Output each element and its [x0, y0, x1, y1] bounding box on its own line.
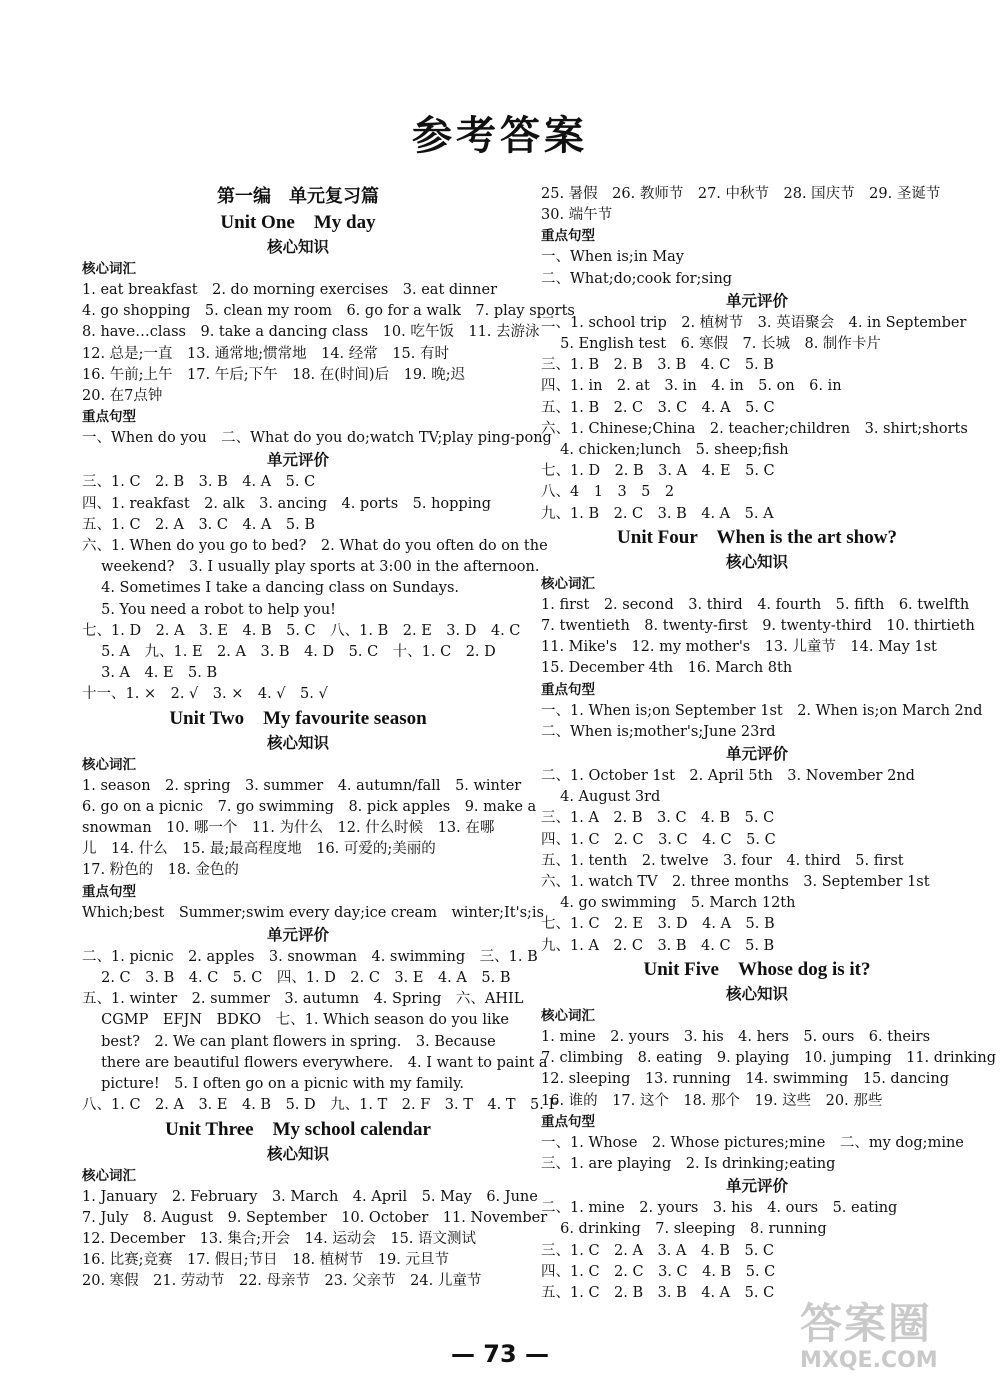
answer-line: CGMP EFJN BDKO 七、1. Which season do you like — [82, 1012, 509, 1029]
answer-line: 1. season 2. spring 3. summer 4. autumn/fall 5. winter — [82, 777, 522, 794]
answer-line: 1. first 2. second 3. third 4. fourth 5. fifth 6. twelfth — [541, 596, 970, 613]
answer-line: 7. twentieth 8. twenty-first 9. twenty-third 10. thirtieth — [541, 618, 975, 635]
answer-line: 30. 端午节 — [541, 207, 613, 224]
answer-line: there are beautiful flowers everywhere. 4. I want to paint a — [82, 1054, 548, 1071]
answer-line: 7. July 8. August 9. September 10. October 11. November — [82, 1209, 548, 1226]
answer-line: 四、1. reakfast 2. alk 3. ancing 4. ports 5. hopping — [82, 495, 491, 512]
answer-line: 4. go swimming 5. March 12th — [541, 895, 796, 912]
answer-line: picture! 5. I often go on a picnic with my family. — [82, 1076, 464, 1093]
answer-line: 五、1. C 2. A 3. C 4. A 5. B — [82, 516, 316, 533]
category-label: 重点句型 — [541, 1113, 595, 1130]
answer-line: 1. January 2. February 3. March 4. April 5. May 6. June — [82, 1188, 538, 1205]
answer-line: 九、1. A 2. C 3. B 4. C 5. B — [541, 937, 775, 954]
answer-line: 四、1. in 2. at 3. in 4. in 5. on 6. in — [541, 378, 842, 395]
answer-line: 16. 午前;上午 17. 午后;下午 18. 在(时间)后 19. 晚;迟 — [82, 366, 466, 383]
answer-line: 16. 比赛;竞赛 17. 假日;节日 18. 植树节 19. 元旦节 — [82, 1252, 449, 1269]
answer-line: 三、1. C 2. A 3. A 4. B 5. C — [541, 1242, 775, 1259]
answer-line: 12. December 13. 集合;开会 14. 运动会 15. 语文测试 — [82, 1230, 477, 1247]
unit-heading: Unit One My day — [220, 212, 376, 233]
answer-line: 六、1. Chinese;China 2. teacher;children 3. shirt;shorts — [541, 420, 968, 437]
answer-line: 8. have…class 9. take a dancing class 10. 吃午饭 11. 去游泳 — [82, 324, 540, 341]
answer-line: 6. go on a picnic 7. go swimming 8. pick apples 9. make a — [82, 798, 537, 815]
unit-heading: Unit Two My favourite season — [169, 707, 427, 729]
answer-line: 4. go shopping 5. clean my room 6. go for a walk 7. play sports — [82, 303, 575, 320]
answer-line: 一、When is;in May — [541, 249, 685, 266]
answer-line: 5. A 九、1. E 2. A 3. B 4. D 5. C 十、1. C 2. D — [82, 644, 496, 661]
category-label: 重点句型 — [82, 883, 136, 900]
subsection-heading: 核心知识 — [266, 733, 329, 752]
answer-line: 二、When is;mother's;June 23rd — [541, 723, 776, 740]
unit-heading: Unit Three My school calendar — [165, 1118, 431, 1140]
answer-line: 7. climbing 8. eating 9. playing 10. jumping 11. drinking — [541, 1050, 997, 1067]
answer-line: 20. 在7点钟 — [82, 388, 163, 405]
answer-line: 1. mine 2. yours 3. his 4. hers 5. ours 6. theirs — [541, 1028, 931, 1045]
category-label: 核心词汇 — [82, 756, 136, 773]
answer-line: 四、1. C 2. C 3. C 4. B 5. C — [541, 1263, 776, 1280]
answer-line: 11. Mike's 12. my mother's 13. 儿童节 14. May 1st — [541, 639, 937, 656]
answer-line: 三、1. B 2. B 3. B 4. C 5. B — [541, 357, 774, 374]
answer-line: weekend? 3. I usually play sports at 3:00 in the afternoon. — [82, 559, 540, 576]
subsection-heading: 核心知识 — [266, 238, 329, 256]
answer-line: 三、1. A 2. B 3. C 4. B 5. C — [541, 810, 775, 827]
answer-line: 17. 粉色的 18. 金色的 — [82, 862, 239, 879]
answer-line: 三、1. are playing 2. Is drinking;eating — [541, 1155, 836, 1172]
subsection-heading: 单元评价 — [725, 1177, 788, 1196]
answer-line: 16. 谁的 17. 这个 18. 那个 19. 这些 20. 那些 — [541, 1092, 883, 1109]
answer-line: 二、What;do;cook for;sing — [541, 270, 733, 287]
answer-line: 四、1. C 2. C 3. C 4. C 5. C — [541, 831, 776, 848]
category-label: 重点句型 — [82, 409, 136, 426]
answer-line: 二、1. school trip 2. 植树节 3. 英语聚会 4. in September — [541, 314, 967, 331]
answer-line: 九、1. B 2. C 3. B 4. A 5. A — [541, 505, 774, 522]
page-number: — 73 — — [450, 1340, 550, 1368]
answer-line: 4. chicken;lunch 5. sheep;fish — [541, 442, 789, 459]
answer-line: 六、1. watch TV 2. three months 3. September 1st — [541, 874, 930, 891]
right-column — [541, 184, 997, 1304]
answer-line: 20. 寒假 21. 劳动节 22. 母亲节 23. 父亲节 24. 儿童节 — [82, 1273, 482, 1290]
answer-line: 一、When do you 二、What do you do;watch TV;play ping-pong — [82, 430, 552, 447]
answer-line: 二、1. October 1st 2. April 5th 3. November 2nd — [541, 768, 915, 785]
section-heading: 第一编 单元复习篇 — [217, 186, 379, 207]
subsection-heading: 核心知识 — [725, 984, 788, 1003]
answer-line: 一、1. Whose 2. Whose pictures;mine 二、my dog;mine — [541, 1134, 964, 1151]
answer-line: 儿 14. 什么 15. 最;最高程度地 16. 可爱的;美丽的 — [82, 841, 436, 858]
answer-line: 5. You need a robot to help you! — [82, 601, 336, 618]
answer-line: 一、1. When is;on September 1st 2. When is;on March 2nd — [541, 702, 983, 719]
page-title: 参考答案 — [412, 112, 588, 159]
answer-line: 八、4 1 3 5 2 — [541, 484, 675, 501]
unit-heading: Unit Five Whose dog is it? — [643, 958, 871, 980]
category-label: 核心词汇 — [541, 575, 595, 592]
watermark-logo: 答案圈 MXQE.COM — [800, 1299, 938, 1373]
answer-line: 五、1. B 2. C 3. C 4. A 5. C — [541, 399, 775, 416]
answer-line: 八、1. C 2. A 3. E 4. B 5. D 九、1. T 2. F 3. T 4. T 5. F — [82, 1097, 559, 1114]
answer-line: 三、1. C 2. B 3. B 4. A 5. C — [82, 474, 316, 491]
answer-line: 六、1. When do you go to bed? 2. What do you often do on the — [82, 538, 548, 555]
subsection-heading: 核心知识 — [266, 1144, 329, 1163]
category-label: 核心词汇 — [82, 1167, 136, 1184]
answer-line: 12. 总是;一直 13. 通常地;惯常地 14. 经常 15. 有时 — [82, 345, 449, 362]
answer-line: 3. A 4. E 5. B — [82, 665, 218, 682]
subsection-heading: 单元评价 — [725, 291, 788, 310]
subsection-heading: 单元评价 — [266, 451, 329, 470]
answer-line: 1. eat breakfast 2. do morning exercises 3. eat dinner — [82, 282, 497, 298]
answer-line: 二、1. mine 2. yours 3. his 4. ours 5. eating — [541, 1200, 898, 1217]
left-column — [82, 184, 575, 1293]
answer-line: 七、1. D 2. A 3. E 4. B 5. C 八、1. B 2. E 3. D 4. C — [82, 622, 521, 639]
subsection-heading: 单元评价 — [725, 745, 788, 764]
answer-line: 七、1. D 2. B 3. A 4. E 5. C — [541, 463, 775, 480]
subsection-heading: 核心知识 — [725, 552, 788, 571]
answer-line: 二、1. picnic 2. apples 3. snowman 4. swimming 三、1. B — [82, 948, 538, 965]
answer-line: snowman 10. 哪一个 11. 为什么 12. 什么时候 13. 在哪 — [82, 820, 495, 837]
answer-line: 五、1. tenth 2. twelve 3. four 4. third 5. first — [541, 852, 904, 869]
answer-line: 4. Sometimes I take a dancing class on Sundays. — [82, 580, 460, 597]
answer-line: 4. August 3rd — [541, 789, 661, 806]
answer-line: best? 2. We can plant flowers in spring. 3. Because — [82, 1033, 496, 1050]
unit-heading: Unit Four When is the art show? — [617, 526, 897, 548]
answer-line: 五、1. C 2. B 3. B 4. A 5. C — [541, 1284, 775, 1301]
answer-line: 5. English test 6. 寒假 7. 长城 8. 制作卡片 — [541, 336, 881, 353]
subsection-heading: 单元评价 — [266, 925, 329, 944]
answer-line: 12. sleeping 13. running 14. swimming 15. dancing — [541, 1071, 950, 1088]
answer-line: 五、1. winter 2. summer 3. autumn 4. Spring 六、AHIL — [82, 991, 524, 1008]
answer-line: Which;best Summer;swim every day;ice cream winter;It's;is — [82, 904, 544, 921]
category-label: 核心词汇 — [82, 261, 136, 277]
category-label: 核心词汇 — [541, 1007, 595, 1024]
category-label: 重点句型 — [541, 681, 595, 698]
category-label: 重点句型 — [541, 228, 595, 245]
answer-line: 十一、1. × 2. √ 3. × 4. √ 5. √ — [82, 686, 328, 703]
answer-line: 七、1. C 2. E 3. D 4. A 5. B — [541, 916, 775, 933]
answer-line: 6. drinking 7. sleeping 8. running — [541, 1221, 827, 1238]
answer-line: 25. 暑假 26. 教师节 27. 中秋节 28. 国庆节 29. 圣诞节 — [541, 186, 941, 202]
answer-line: 2. C 3. B 4. C 5. C 四、1. D 2. C 3. E 4. A 5. B — [82, 970, 511, 987]
answer-line: 15. December 4th 16. March 8th — [541, 660, 793, 677]
